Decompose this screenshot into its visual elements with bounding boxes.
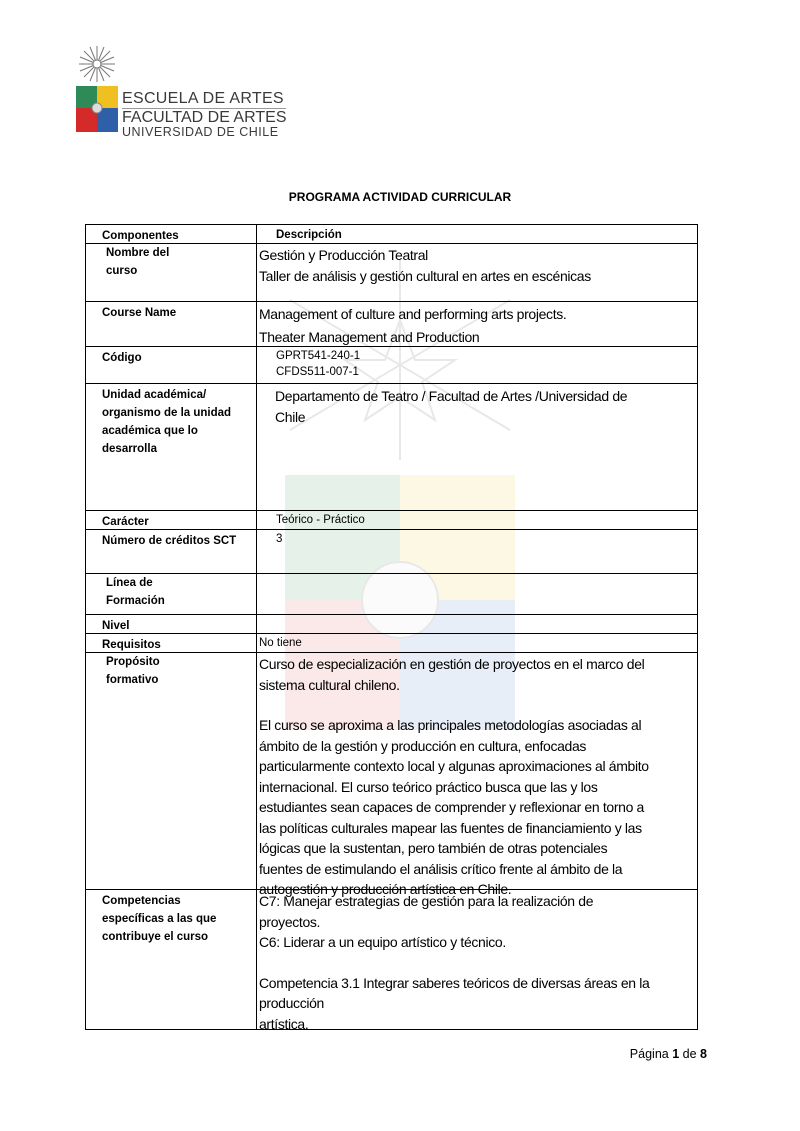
row-value — [258, 574, 697, 575]
current-page: 1 — [672, 1047, 680, 1061]
row-value-line: Teórico - Práctico — [276, 514, 365, 526]
logo-line-school: ESCUELA DE ARTES — [122, 90, 284, 107]
table-row-nombre-del-curso — [85, 243, 698, 301]
table-row-competencias — [85, 889, 698, 1030]
row-label-line: Línea de — [106, 577, 153, 589]
row-value — [258, 244, 697, 286]
row-value-line: lógicas que la sustentan, pero también de otras potenciales — [259, 840, 608, 856]
row-value-line: C7: Manejar estrategias de gestión para la realización de — [259, 893, 594, 909]
total-pages: 8 — [700, 1047, 707, 1061]
school-logo — [74, 44, 287, 139]
table-row-codigo — [85, 346, 698, 383]
row-label — [86, 890, 257, 1029]
row-label-line: Propósito — [106, 656, 160, 668]
row-label — [86, 384, 257, 510]
row-label-line: Número de créditos SCT — [102, 535, 237, 547]
row-value-line: proyectos. — [259, 913, 321, 930]
row-label-line: curso — [106, 265, 138, 277]
page-sep: de — [682, 1047, 697, 1061]
table-row-unidad-academica — [85, 383, 698, 510]
row-label-line: contribuye el curso — [102, 931, 209, 943]
logo-line-university: UNIVERSIDAD DE CHILE — [122, 125, 279, 139]
row-value-line: C6: Liderar a un equipo artístico y técnico. — [259, 934, 506, 950]
page-prefix: Página — [629, 1047, 669, 1061]
row-label-line: Unidad académica/ — [102, 389, 207, 401]
row-value — [258, 530, 697, 547]
page-number — [630, 1047, 707, 1061]
row-label — [86, 653, 257, 889]
table-row-proposito-formativo — [85, 652, 698, 897]
table-header-row — [85, 224, 698, 243]
row-value — [258, 511, 697, 528]
row-value — [258, 634, 697, 651]
logo-line-faculty: FACULTAD DE ARTES — [122, 109, 287, 126]
university-emblem-icon — [74, 44, 120, 136]
row-label-line: académica que lo — [102, 425, 198, 437]
row-label — [86, 302, 257, 346]
row-label-line: Competencias — [102, 895, 181, 907]
row-label-line: Carácter — [102, 516, 149, 528]
row-value — [258, 890, 697, 1034]
row-label — [86, 615, 257, 633]
table-row-caracter — [85, 510, 698, 529]
row-value-line: ámbito de la gestión y producción en cultura, enfocadas — [259, 737, 587, 754]
row-value-line: producción — [259, 995, 324, 1011]
row-label-line: desarrolla — [102, 443, 157, 455]
row-value-line: sistema cultural chileno. — [259, 676, 400, 693]
row-label-line: Formación — [106, 595, 165, 607]
table-row-course-name — [85, 301, 698, 346]
row-label — [86, 574, 257, 614]
row-value-line — [259, 695, 697, 715]
row-value-line: internacional. El curso teórico práctico busca que las y los — [259, 778, 598, 795]
row-value-line: particularmente contexto local y algunas aproximaciones al ámbito — [259, 758, 649, 774]
row-value-line: 3 — [276, 533, 283, 545]
row-value-line: Gestión y Producción Teatral — [259, 247, 428, 263]
row-label — [86, 244, 257, 301]
column-header-descripcion: Descripción — [276, 229, 342, 241]
row-value — [258, 302, 697, 349]
row-label-line: específicas a las que — [102, 913, 217, 925]
row-value-line: Chile — [275, 408, 306, 425]
page-title: PROGRAMA ACTIVIDAD CURRICULAR — [288, 190, 512, 204]
row-label-line: Nombre del — [106, 247, 170, 259]
row-label — [86, 530, 257, 573]
row-value-line: Taller de análisis y gestión cultural en artes en escénicas — [259, 267, 591, 284]
row-label-line: Requisitos — [102, 639, 161, 651]
row-label-line: Nivel — [102, 620, 130, 632]
row-value — [258, 347, 697, 380]
row-label-line: Código — [102, 352, 142, 364]
row-value-line — [259, 953, 697, 973]
row-value-line: artística. — [259, 1015, 309, 1032]
row-value-line: No tiene — [259, 637, 302, 649]
row-value-line: fuentes de estimulando el análisis crítico frente al ámbito de la — [259, 860, 623, 877]
row-label-line: formativo — [106, 674, 159, 686]
table-row-nivel — [85, 614, 698, 633]
table-row-creditos-sct — [85, 529, 698, 573]
row-value-line: Departamento de Teatro / Facultad de Artes /Universidad de — [275, 388, 628, 404]
row-label-line: Course Name — [102, 307, 177, 319]
row-value-line: Competencia 3.1 Integrar saberes teóricos de diversas áreas en la — [259, 974, 650, 991]
row-value-line: Management of culture and performing arts projects. — [259, 306, 567, 322]
row-label-line: organismo de la unidad — [102, 407, 232, 419]
row-value-line: estudiantes sean capaces de comprender y reflexionar en torno a — [259, 799, 644, 815]
table-row-requisitos — [85, 633, 698, 652]
row-value-line: las políticas culturales mapear las fuentes de financiamiento y las — [259, 819, 642, 836]
row-value — [258, 384, 697, 427]
row-value-line: Theater Management and Production — [259, 329, 480, 345]
table-row-linea-formacion — [85, 573, 698, 614]
row-value-line: autogestión y producción artística en Chile. — [259, 881, 512, 897]
row-value-line: Curso de especialización en gestión de proyectos en el marco del — [259, 656, 645, 672]
row-value — [258, 615, 697, 616]
row-label — [86, 347, 257, 383]
row-value-line: CFDS511-007-1 — [276, 366, 359, 378]
column-header-componentes: Componentes — [86, 225, 257, 243]
row-value — [258, 653, 697, 900]
row-label — [86, 634, 257, 652]
row-value-line: El curso se aproxima a las principales metodologías asociadas al — [259, 717, 642, 733]
row-label — [86, 511, 257, 529]
row-value-line: GPRT541-240-1 — [276, 350, 361, 362]
